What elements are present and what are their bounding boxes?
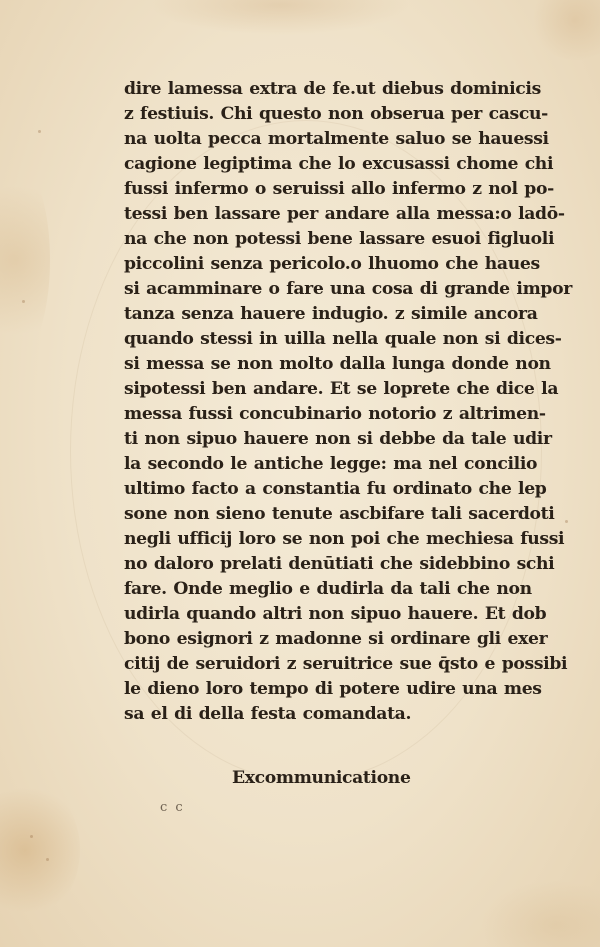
- section-heading: Excommunicatione: [232, 768, 411, 788]
- text-line: negli ufficij loro se non poi che mechiesa fussi: [124, 529, 565, 549]
- text-line: fussi infermo o seruissi allo infermo z nol po-: [124, 179, 554, 199]
- speck: [22, 300, 25, 303]
- text-line: quando stessi in uilla nella quale non si dices-: [124, 329, 562, 349]
- text-line: no daloro prelati denūtiati che sidebbino schi: [124, 554, 555, 574]
- text-line: citij de seruidori z seruitrice sue q̄sto e possibi: [124, 654, 568, 674]
- text-line: la secondo le antiche legge: ma nel concilio: [124, 454, 538, 474]
- text-line: z festiuis. Chi questo non obserua per cascu-: [124, 104, 548, 124]
- text-line: ti non sipuo hauere non si debbe da tale udir: [124, 429, 552, 449]
- stain: [0, 160, 50, 360]
- speck: [565, 520, 568, 523]
- text-line: dire lamessa extra de fe.ut diebus dominicis: [124, 79, 541, 99]
- speck: [46, 858, 49, 861]
- text-line: na che non potessi bene lassare esuoi figluoli: [124, 229, 555, 249]
- text-line: tanza senza hauere indugio. z simile ancora: [124, 304, 538, 324]
- text-line: udirla quando altri non sipuo hauere. Et dob: [124, 604, 547, 624]
- stain: [480, 880, 600, 947]
- text-line: piccolini senza pericolo.o lhuomo che haues: [124, 254, 540, 274]
- text-line: sipotessi ben andare. Et se loprete che dice la: [124, 379, 559, 399]
- text-line: na uolta pecca mortalmente saluo se hauessi: [124, 129, 549, 149]
- text-line: sa el di della festa comandata.: [124, 704, 412, 724]
- stain: [530, 0, 600, 60]
- text-line: si messa se non molto dalla lunga donde non: [124, 354, 551, 374]
- speck: [30, 835, 33, 838]
- marginal-mark: c c: [160, 800, 185, 815]
- text-line: sone non sieno tenute ascbifare tali sacerdoti: [124, 504, 555, 524]
- text-line: messa fussi concubinario notorio z altrimen-: [124, 404, 546, 424]
- text-line: le dieno loro tempo di potere udire una mes: [124, 679, 542, 699]
- speck: [38, 130, 41, 133]
- body-text: [124, 77, 572, 727]
- text-line: fare. Onde meglio e dudirla da tali che non: [124, 579, 532, 599]
- stain: [150, 0, 410, 35]
- stain: [0, 780, 80, 920]
- text-line: bono esignori z madonne si ordinare gli exer: [124, 629, 548, 649]
- text-line: cagione legiptima che lo excusassi chome chi: [124, 154, 554, 174]
- text-line: ultimo facto a constantia fu ordinato che lep: [124, 479, 547, 499]
- text-line: tessi ben lassare per andare alla messa:o ladō-: [124, 204, 565, 224]
- text-line: si acamminare o fare una cosa di grande impor: [124, 279, 572, 299]
